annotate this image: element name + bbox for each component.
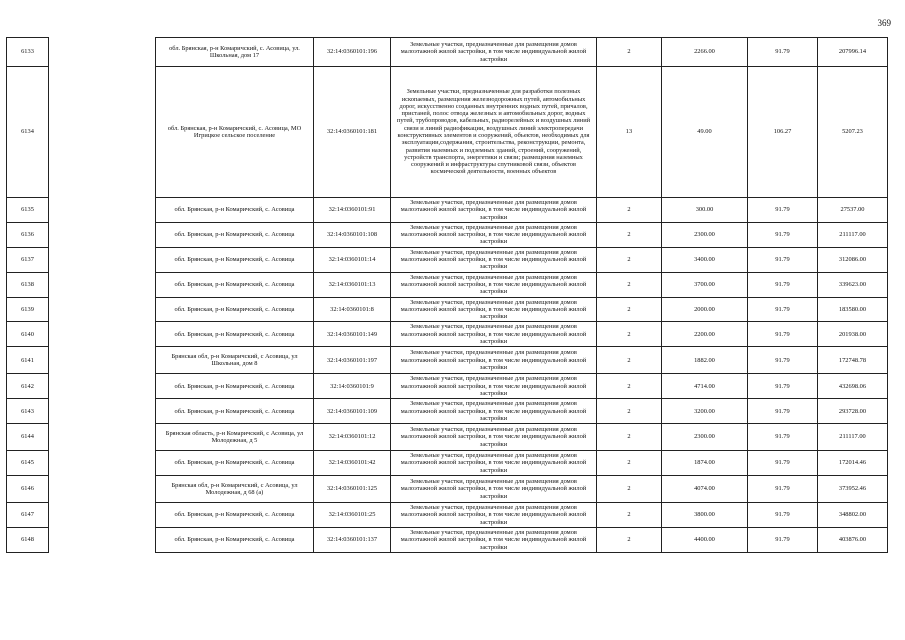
area-cell: 2300.00 xyxy=(662,222,748,247)
land-use-purpose-cell: Земельные участки, предназначенные для размещения домов малоэтажной жилой застройки, в том числе индивидуальной жилой застройки xyxy=(391,503,597,528)
use-group-cell: 2 xyxy=(597,424,662,451)
table-row xyxy=(7,322,888,347)
spacer-cell xyxy=(49,424,156,451)
use-group-cell: 2 xyxy=(597,198,662,223)
specific-value-cell: 91.79 xyxy=(748,451,818,476)
cadastral-value-cell: 207996.14 xyxy=(818,38,888,67)
area-cell: 4074.00 xyxy=(662,476,748,503)
use-group-cell: 2 xyxy=(597,247,662,272)
cadastral-number-cell: 32:14:0360101:197 xyxy=(314,347,391,374)
address-cell: обл. Брянская, р-н Комаричский, с. Асовица xyxy=(156,198,314,223)
address-cell: обл. Брянская, р-н Комаричский, с. Асовица xyxy=(156,503,314,528)
table-row xyxy=(7,374,888,399)
spacer-cell xyxy=(49,451,156,476)
address-cell: обл. Брянская, р-н Комаричский, с. Асовица xyxy=(156,451,314,476)
land-use-purpose-cell: Земельные участки, предназначенные для размещения домов малоэтажной жилой застройки, в том числе индивидуальной жилой застройки xyxy=(391,374,597,399)
cadastral-value-cell: 293728.00 xyxy=(818,399,888,424)
address-cell: обл. Брянская, р-н Комаричский, с. Асовица xyxy=(156,527,314,552)
row-number: 6147 xyxy=(7,503,49,528)
cadastral-value-cell: 183580.00 xyxy=(818,297,888,322)
land-use-purpose-cell: Земельные участки, предназначенные для размещения домов малоэтажной жилой застройки, в том числе индивидуальной жилой застройки xyxy=(391,297,597,322)
row-number: 6146 xyxy=(7,476,49,503)
spacer-cell xyxy=(49,399,156,424)
cadastral-value-cell: 403876.00 xyxy=(818,527,888,552)
area-cell: 4400.00 xyxy=(662,527,748,552)
specific-value-cell: 91.79 xyxy=(748,272,818,297)
use-group-cell: 2 xyxy=(597,38,662,67)
area-cell: 2300.00 xyxy=(662,424,748,451)
cadastral-number-cell: 32:14:0360101:108 xyxy=(314,222,391,247)
area-cell: 2266.00 xyxy=(662,38,748,67)
use-group-cell: 2 xyxy=(597,374,662,399)
cadastral-value-cell: 339623.00 xyxy=(818,272,888,297)
land-use-purpose-cell: Земельные участки, предназначенные для размещения домов малоэтажной жилой застройки, в том числе индивидуальной жилой застройки xyxy=(391,347,597,374)
area-cell: 3700.00 xyxy=(662,272,748,297)
table-row xyxy=(7,503,888,528)
use-group-cell: 2 xyxy=(597,451,662,476)
area-cell: 2200.00 xyxy=(662,322,748,347)
area-cell: 1874.00 xyxy=(662,451,748,476)
cadastral-number-cell: 32:14:0360101:149 xyxy=(314,322,391,347)
row-number: 6148 xyxy=(7,527,49,552)
row-number: 6138 xyxy=(7,272,49,297)
specific-value-cell: 91.79 xyxy=(748,424,818,451)
table-row xyxy=(7,272,888,297)
cadastral-number-cell: 32:14:0360101:25 xyxy=(314,503,391,528)
row-number: 6139 xyxy=(7,297,49,322)
cadastral-value-cell: 201938.00 xyxy=(818,322,888,347)
specific-value-cell: 91.79 xyxy=(748,247,818,272)
specific-value-cell: 106.27 xyxy=(748,67,818,198)
cadastral-number-cell: 32:14:0360101:14 xyxy=(314,247,391,272)
land-use-purpose-cell: Земельные участки, предназначенные для размещения домов малоэтажной жилой застройки, в том числе индивидуальной жилой застройки xyxy=(391,222,597,247)
cadastral-number-cell: 32:14:0360101:137 xyxy=(314,527,391,552)
address-cell: обл. Брянская, р-н Комаричский, с. Асовица xyxy=(156,297,314,322)
cadastral-value-table xyxy=(6,37,888,553)
area-cell: 4714.00 xyxy=(662,374,748,399)
area-cell: 3800.00 xyxy=(662,503,748,528)
cadastral-value-cell: 312086.00 xyxy=(818,247,888,272)
spacer-cell xyxy=(49,476,156,503)
row-number: 6145 xyxy=(7,451,49,476)
table-row xyxy=(7,247,888,272)
table-body xyxy=(7,38,888,553)
table-row xyxy=(7,67,888,198)
row-number: 6136 xyxy=(7,222,49,247)
specific-value-cell: 91.79 xyxy=(748,527,818,552)
cadastral-value-cell: 27537.00 xyxy=(818,198,888,223)
spacer-cell xyxy=(49,374,156,399)
use-group-cell: 13 xyxy=(597,67,662,198)
use-group-cell: 2 xyxy=(597,272,662,297)
cadastral-number-cell: 32:14:0360101:8 xyxy=(314,297,391,322)
cadastral-number-cell: 32:14:0360101:42 xyxy=(314,451,391,476)
use-group-cell: 2 xyxy=(597,347,662,374)
use-group-cell: 2 xyxy=(597,222,662,247)
land-use-purpose-cell: Земельные участки, предназначенные для размещения домов малоэтажной жилой застройки, в том числе индивидуальной жилой застройки xyxy=(391,424,597,451)
row-number: 6141 xyxy=(7,347,49,374)
land-use-purpose-cell: Земельные участки, предназначенные для размещения домов малоэтажной жилой застройки, в том числе индивидуальной жилой застройки xyxy=(391,38,597,67)
specific-value-cell: 91.79 xyxy=(748,503,818,528)
specific-value-cell: 91.79 xyxy=(748,374,818,399)
address-cell: обл. Брянская, р-н Комаричский, с. Асовица xyxy=(156,322,314,347)
address-cell: обл. Брянская, р-н Комаричский, с. Асовица xyxy=(156,399,314,424)
cadastral-value-cell: 348802.00 xyxy=(818,503,888,528)
specific-value-cell: 91.79 xyxy=(748,198,818,223)
use-group-cell: 2 xyxy=(597,527,662,552)
land-use-purpose-cell: Земельные участки, предназначенные для размещения домов малоэтажной жилой застройки, в том числе индивидуальной жилой застройки xyxy=(391,527,597,552)
specific-value-cell: 91.79 xyxy=(748,222,818,247)
table-row xyxy=(7,222,888,247)
specific-value-cell: 91.79 xyxy=(748,476,818,503)
spacer-cell xyxy=(49,297,156,322)
table-row xyxy=(7,476,888,503)
cadastral-value-cell: 172748.78 xyxy=(818,347,888,374)
table-row xyxy=(7,424,888,451)
table-row xyxy=(7,38,888,67)
cadastral-value-cell: 211117.00 xyxy=(818,424,888,451)
address-cell: Брянская обл, р-н Комаричский, с Асовица, ул Школьная, дом 8 xyxy=(156,347,314,374)
area-cell: 2000.00 xyxy=(662,297,748,322)
row-number: 6143 xyxy=(7,399,49,424)
area-cell: 49.00 xyxy=(662,67,748,198)
address-cell: обл. Брянская, р-н Комаричский, с. Асовица, ул. Школьная, дом 17 xyxy=(156,38,314,67)
address-cell: обл. Брянская, р-н Комаричский, с. Асовица xyxy=(156,374,314,399)
cadastral-number-cell: 32:14:0360101:109 xyxy=(314,399,391,424)
land-use-purpose-cell: Земельные участки, предназначенные для размещения домов малоэтажной жилой застройки, в том числе индивидуальной жилой застройки xyxy=(391,198,597,223)
cadastral-number-cell: 32:14:0360101:13 xyxy=(314,272,391,297)
row-number: 6133 xyxy=(7,38,49,67)
row-number: 6134 xyxy=(7,67,49,198)
row-number: 6137 xyxy=(7,247,49,272)
area-cell: 3200.00 xyxy=(662,399,748,424)
table-row xyxy=(7,399,888,424)
page-number: 369 xyxy=(877,18,891,28)
cadastral-value-cell: 5207.23 xyxy=(818,67,888,198)
spacer-cell xyxy=(49,322,156,347)
cadastral-value-cell: 432698.06 xyxy=(818,374,888,399)
row-number: 6135 xyxy=(7,198,49,223)
land-use-purpose-cell: Земельные участки, предназначенные для разработки полезных ископаемых, размещения железнодорожных путей, автомобильных дорог, искусственно созданных внутренних водных путей, причалов, пристаней, полос отвода железных и автомобильных дорог, водных путей, трубопроводов, кабельных, радиорелейных и воздушных линий связи и линий радиофикации, воздушных линий электропередачи конструктивных элементов и сооружений, объектов, необходимых для эксплуатации,содержания, строительства, реконструкции, ремонта, развития наземных и подземных зданий, строений, сооружений, устройств транспорта, энергетики и связи; размещения наземных сооружений и инфраструктуры спутниковой связи, объектов космической деятельности, военных объектов xyxy=(391,67,597,198)
use-group-cell: 2 xyxy=(597,322,662,347)
row-number: 6144 xyxy=(7,424,49,451)
specific-value-cell: 91.79 xyxy=(748,347,818,374)
land-use-purpose-cell: Земельные участки, предназначенные для размещения домов малоэтажной жилой застройки, в том числе индивидуальной жилой застройки xyxy=(391,399,597,424)
spacer-cell xyxy=(49,38,156,67)
table-row xyxy=(7,198,888,223)
table-row xyxy=(7,347,888,374)
table-row xyxy=(7,527,888,552)
cadastral-number-cell: 32:14:0360101:125 xyxy=(314,476,391,503)
specific-value-cell: 91.79 xyxy=(748,297,818,322)
land-use-purpose-cell: Земельные участки, предназначенные для размещения домов малоэтажной жилой застройки, в том числе индивидуальной жилой застройки xyxy=(391,322,597,347)
spacer-cell xyxy=(49,198,156,223)
cadastral-number-cell: 32:14:0360101:12 xyxy=(314,424,391,451)
land-use-purpose-cell: Земельные участки, предназначенные для размещения домов малоэтажной жилой застройки, в том числе индивидуальной жилой застройки xyxy=(391,272,597,297)
cadastral-number-cell: 32:14:0360101:9 xyxy=(314,374,391,399)
row-number: 6142 xyxy=(7,374,49,399)
area-cell: 1882.00 xyxy=(662,347,748,374)
cadastral-value-cell: 172014.46 xyxy=(818,451,888,476)
specific-value-cell: 91.79 xyxy=(748,399,818,424)
table-row xyxy=(7,451,888,476)
spacer-cell xyxy=(49,347,156,374)
specific-value-cell: 91.79 xyxy=(748,322,818,347)
use-group-cell: 2 xyxy=(597,297,662,322)
cadastral-number-cell: 32:14:0360101:91 xyxy=(314,198,391,223)
row-number: 6140 xyxy=(7,322,49,347)
spacer-cell xyxy=(49,527,156,552)
address-cell: обл. Брянская, р-н Комаричский, с. Асовица xyxy=(156,222,314,247)
address-cell: Брянская область, р-н Комаричский, с Асовица, ул Молодежная, д 5 xyxy=(156,424,314,451)
cadastral-value-cell: 373952.46 xyxy=(818,476,888,503)
area-cell: 3400.00 xyxy=(662,247,748,272)
land-use-purpose-cell: Земельные участки, предназначенные для размещения домов малоэтажной жилой застройки, в том числе индивидуальной жилой застройки xyxy=(391,476,597,503)
address-cell: Брянская обл, р-н Комаричский, с Асовица, ул Молодежная, д 68 (а) xyxy=(156,476,314,503)
use-group-cell: 2 xyxy=(597,476,662,503)
table-row xyxy=(7,297,888,322)
use-group-cell: 2 xyxy=(597,399,662,424)
land-use-purpose-cell: Земельные участки, предназначенные для размещения домов малоэтажной жилой застройки, в том числе индивидуальной жилой застройки xyxy=(391,247,597,272)
address-cell: обл. Брянская, р-н Комаричский, с. Асовица xyxy=(156,247,314,272)
address-cell: обл. Брянская, р-н Комаричский, с. Асовица, МО Игрицкое сельское поселение xyxy=(156,67,314,198)
spacer-cell xyxy=(49,67,156,198)
area-cell: 300.00 xyxy=(662,198,748,223)
cadastral-value-cell: 211117.00 xyxy=(818,222,888,247)
land-use-purpose-cell: Земельные участки, предназначенные для размещения домов малоэтажной жилой застройки, в том числе индивидуальной жилой застройки xyxy=(391,451,597,476)
cadastral-number-cell: 32:14:0360101:181 xyxy=(314,67,391,198)
cadastral-number-cell: 32:14:0360101:196 xyxy=(314,38,391,67)
spacer-cell xyxy=(49,272,156,297)
spacer-cell xyxy=(49,222,156,247)
spacer-cell xyxy=(49,503,156,528)
use-group-cell: 2 xyxy=(597,503,662,528)
spacer-cell xyxy=(49,247,156,272)
address-cell: обл. Брянская, р-н Комаричский, с. Асовица xyxy=(156,272,314,297)
specific-value-cell: 91.79 xyxy=(748,38,818,67)
